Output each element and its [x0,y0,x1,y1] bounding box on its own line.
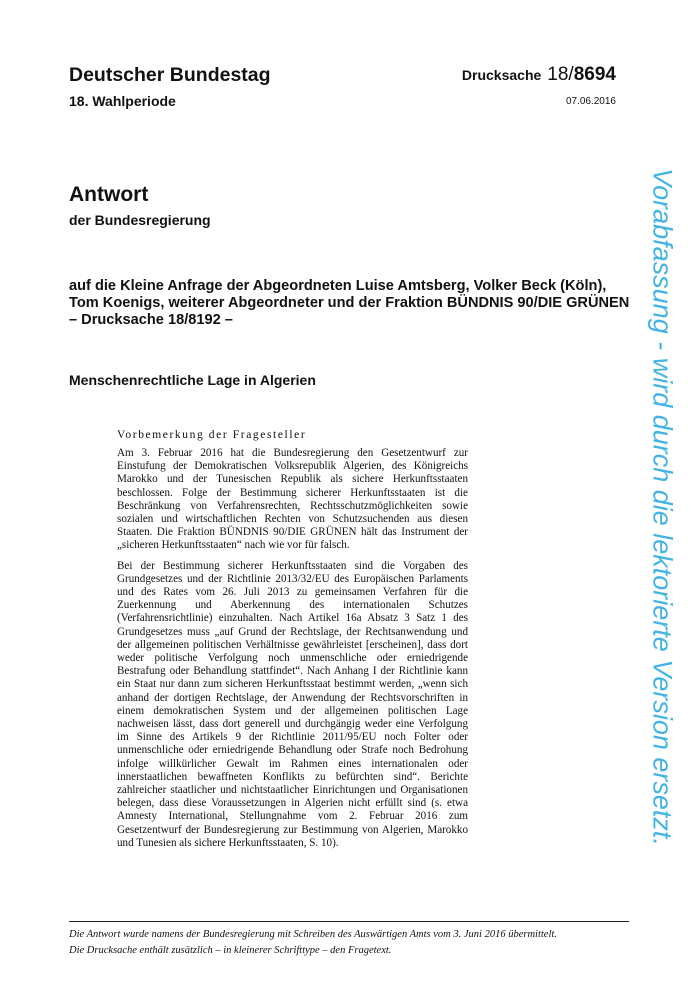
inquiry-line: auf die Kleine Anfrage der Abgeordneten Luise Amtsberg, Volker Beck (Köln), [69,278,607,294]
preamble-paragraph: Am 3. Februar 2016 hat die Bundesregierung den Gesetzentwurf zur Einstufung der Demokratischen Volksrepublik Algerien, des Königreichs Marokko und der Tunesischen Republik als sichere Herkunftsstaaten beschlossen. Folge der Bestimmung sicherer Herkunftsstaaten ist die Beschränkung von Verfahrensrechten, Rechtsschutzmöglichkeiten sowie sozialen und wirtschaftlichen Rechten von Schutzsuchenden aus diesen Staaten. Die Fraktion BÜNDNIS 90/DIE GRÜNEN hält das Instrument der „sicheren Herkunftsstaaten“ nach wie vor für falsch. [117,447,468,552]
document-title: Antwort [69,183,149,206]
drucksache-number-suffix: 8694 [573,64,616,85]
drucksache-label: Drucksache [461,67,542,83]
wahlperiode: 18. Wahlperiode [69,93,176,109]
draft-watermark: Vorabfassung - wird durch die lektorierte Version ersetzt. [647,168,678,846]
footnote: Die Antwort wurde namens der Bundesregierung mit Schreiben des Auswärtigen Amts vom 3. Juni 2016 übermittelt. [69,929,557,940]
footnote: Die Drucksache enthält zusätzlich – in kleinerer Schrifttype – den Fragetext. [69,945,392,956]
document-topic: Menschenrechtliche Lage in Algerien [69,372,316,388]
footnote-divider [69,921,629,922]
preamble-paragraph: Bei der Bestimmung sicherer Herkunftsstaaten sind die Vorgaben des Grundgesetzes und der Richtlinie 2013/32/EU des Europäischen Parlaments und des Rates vom 26. Juli 2013 zu gemeinsamen Verfahren für die Zuerkennung und Aberkennung des internationalen Schutzes (Verfahrensrichtlinie) einzuhalten. Nach Artikel 16a Absatz 3 Satz 1 des Grundgesetzes muss „auf Grund der Rechtslage, der Rechtsanwendung und der allgemeinen politischen Verhältnisse gewährleistet [erscheinen], dass dort weder politische Verfolgung noch unmenschliche oder erniedrigende Bestrafung oder Behandlung stattfindet“. Nach Anhang I der Richtlinie kann ein Staat nur dann zum sicheren Herkunftsstaat bestimmt werden, „wenn sich anhand der dortigen Rechtslage, der Anwendung der Rechtsvorschriften in einem demokratischen System und der allgemeinen politischen Lage nachweisen lässt, dass dort generell und durchgängig weder eine Verfolgung im Sinne des Artikels 9 der Richtlinie 2011/95/EU noch Folter oder unmenschliche oder erniedrigende Behandlung oder Strafe noch Bedrohung infolge willkürlicher Gewalt im Rahmen eines internationalen oder innerstaatlichen bewaffneten Konflikts zu befürchten sind“. Berichte zahlreicher staatlicher und nichtstaatlicher Einrichtungen und Organisationen belegen, dass diese Voraussetzungen in Algerien nicht erfüllt sind (s. etwa Amnesty International, Stellungnahme vom 2. Februar 2016 zum Gesetzentwurf der Bundesregierung zur Bestimmung von Algerien, Marokko und Tunesien als sichere Herkunftsstaaten, S. 10). [117,559,468,849]
inquiry-line: Tom Koenigs, weiterer Abgeordneter und der Fraktion BÜNDNIS 90/DIE GRÜNEN [69,295,630,311]
institution-name: Deutscher Bundestag [69,64,271,86]
document-subtitle: der Bundesregierung [69,212,211,228]
preamble-heading: Vorbemerkung der Fragesteller [117,429,307,441]
drucksache-number [462,64,616,86]
preamble-body [117,447,468,857]
inquiry-reference [69,278,629,329]
inquiry-line: – Drucksache 18/8192 – [69,312,233,328]
drucksache-number-prefix: 18/ [547,64,574,85]
document-date: 07.06.2016 [565,96,616,107]
